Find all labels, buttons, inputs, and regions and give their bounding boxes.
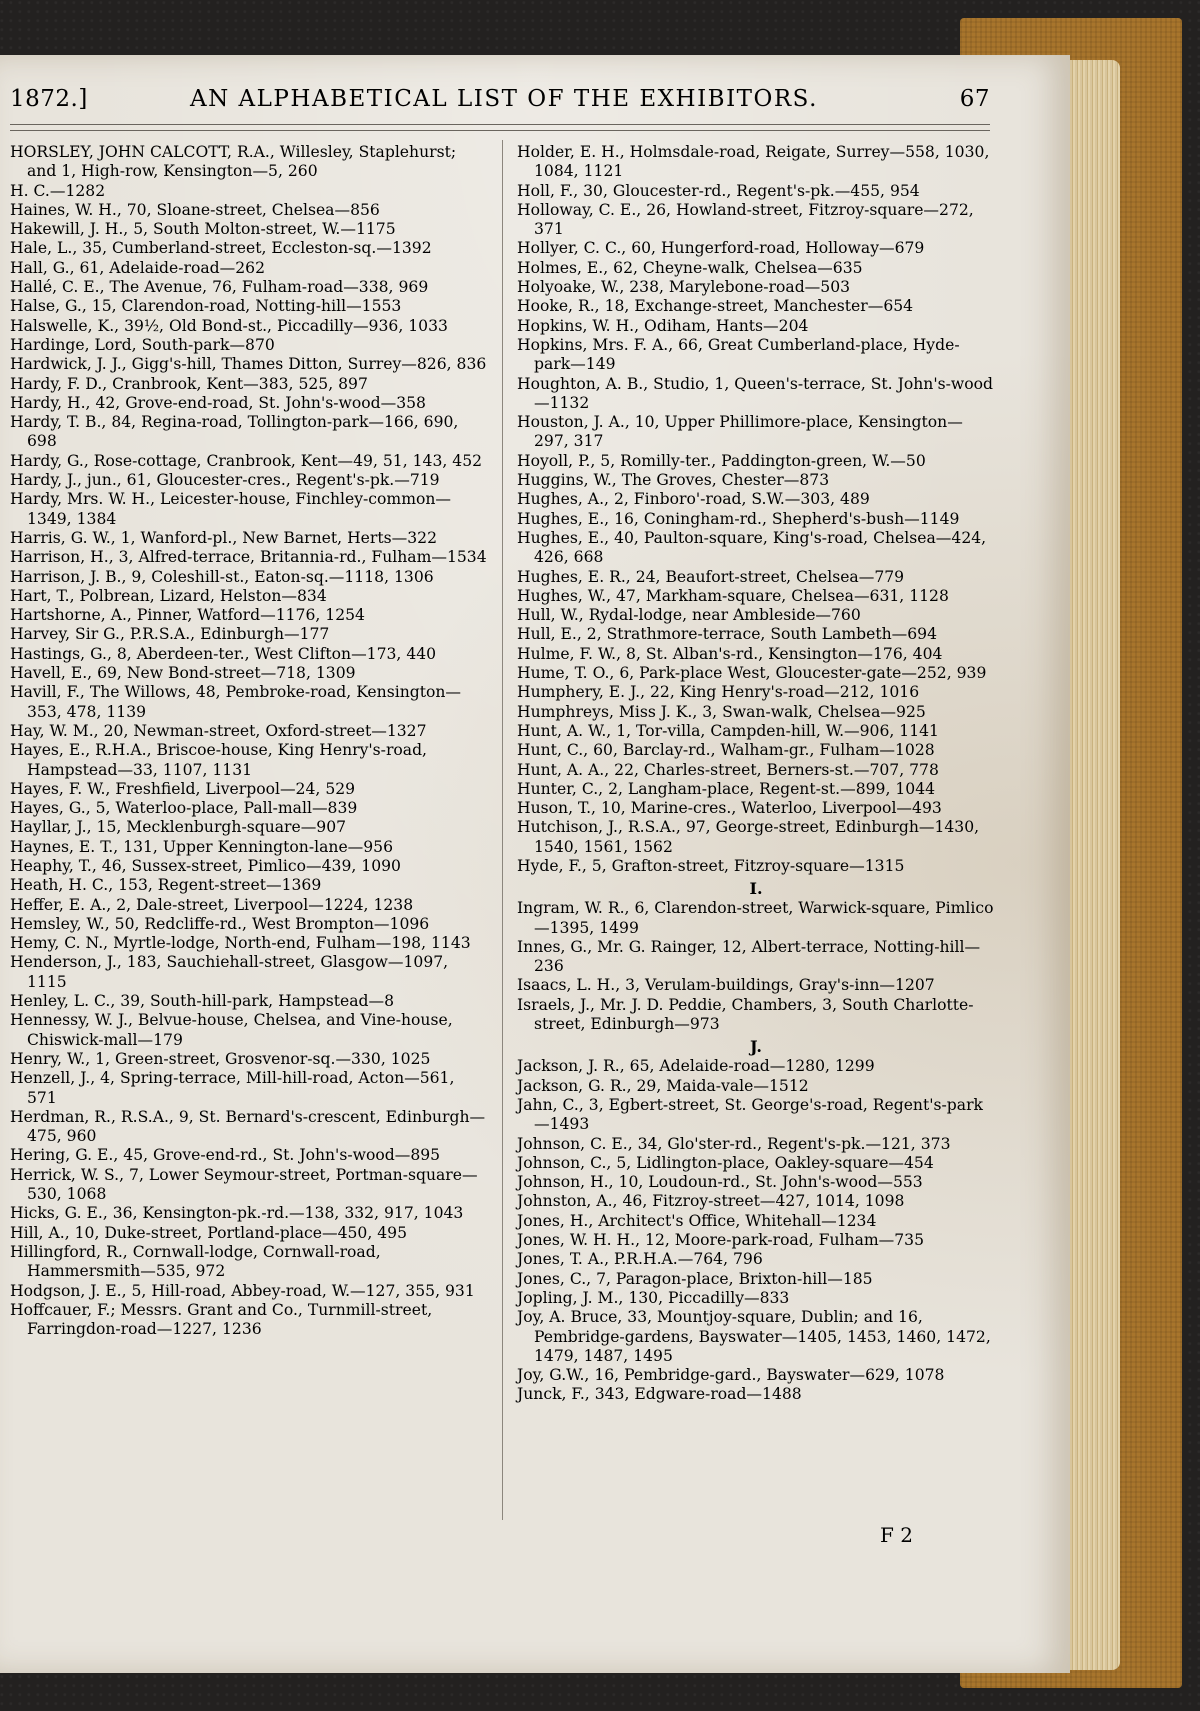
exhibitor-entry: Harrison, H., 3, Alfred-terrace, Britannia-rd., Fulham—1534 xyxy=(10,548,487,567)
exhibitor-entry: Henderson, J., 183, Sauchiehall-street, Glasgow—1097, 1115 xyxy=(10,953,449,991)
exhibitor-entry: Hayes, F. W., Freshfield, Liverpool—24, 529 xyxy=(10,779,356,798)
exhibitor-entry: Hardwick, J. J., Gigg's-hill, Thames Ditton, Surrey—826, 836 xyxy=(10,355,487,374)
exhibitor-entry: Hicks, G. E., 36, Kensington-pk.-rd.—138, 332, 917, 1043 xyxy=(10,1204,464,1223)
exhibitor-entry: Innes, G., Mr. G. Rainger, 12, Albert-terrace, Notting-hill—236 xyxy=(517,937,981,976)
exhibitor-entry: Hollyer, C. C., 60, Hungerford-road, Holloway—679 xyxy=(517,239,925,258)
page-number: 67 xyxy=(959,86,990,112)
exhibitor-entry: Heffer, E. A., 2, Dale-street, Liverpool—1224, 1238 xyxy=(10,895,414,914)
exhibitor-entry: Haines, W. H., 70, Sloane-street, Chelsea—856 xyxy=(10,200,380,219)
exhibitor-entry: Israels, J., Mr. J. D. Peddie, Chambers, 3, South Charlotte-street, Edinburgh—973 xyxy=(517,995,974,1034)
exhibitor-entry: Hardy, T. B., 84, Regina-road, Tollington-park—166, 690, 698 xyxy=(10,413,459,451)
exhibitor-entry: Hopkins, W. H., Odiham, Hants—204 xyxy=(517,316,809,335)
exhibitor-entry: Hyde, F., 5, Grafton-street, Fitzroy-square—1315 xyxy=(517,856,905,875)
exhibitor-entry: Hartshorne, A., Pinner, Watford—1176, 1254 xyxy=(10,606,365,625)
exhibitor-entry: HORSLEY, JOHN CALCOTT, R.A., Willesley, Staplehurst; and 1, High-row, Kensington—5, 260 xyxy=(10,143,457,181)
exhibitor-entry: Hardy, J., jun., 61, Gloucester-cres., Regent's-pk.—719 xyxy=(10,471,440,490)
exhibitor-entry: Hughes, E., 16, Coningham-rd., Shepherd's-bush—1149 xyxy=(517,509,960,528)
exhibitor-entry: Hardy, G., Rose-cottage, Cranbrook, Kent—49, 51, 143, 452 xyxy=(10,451,483,470)
exhibitor-entry: Johnson, C., 5, Lidlington-place, Oakley-square—454 xyxy=(517,1153,934,1172)
exhibitor-entry: Hunt, A. W., 1, Tor-villa, Campden-hill, W.—906, 1141 xyxy=(517,721,939,740)
exhibitor-entry: Harrison, J. B., 9, Coleshill-st., Eaton-sq.—1118, 1306 xyxy=(10,567,434,586)
exhibitor-entry: Hering, G. E., 45, Grove-end-rd., St. John's-wood—895 xyxy=(10,1146,441,1165)
exhibitor-entry: Hill, A., 10, Duke-street, Portland-place—450, 495 xyxy=(10,1223,408,1242)
exhibitor-entry: Hunt, A. A., 22, Charles-street, Berners-st.—707, 778 xyxy=(517,760,939,779)
exhibitor-entry: Jones, C., 7, Paragon-place, Brixton-hill—185 xyxy=(517,1269,873,1288)
exhibitor-entry: Haynes, E. T., 131, Upper Kennington-lane—956 xyxy=(10,837,394,856)
exhibitor-entry: Johnson, C. E., 34, Glo'ster-rd., Regent's-pk.—121, 373 xyxy=(517,1134,951,1153)
exhibitor-entry: Holl, F., 30, Gloucester-rd., Regent's-pk.—455, 954 xyxy=(517,181,920,200)
exhibitor-entry: Jones, T. A., P.R.H.A.—764, 796 xyxy=(517,1250,763,1269)
exhibitor-entry: Hayllar, J., 15, Mecklenburgh-square—907 xyxy=(10,818,347,837)
exhibitor-entry: Heath, H. C., 153, Regent-street—1369 xyxy=(10,876,322,895)
exhibitor-entry: Hughes, W., 47, Markham-square, Chelsea—631, 1128 xyxy=(517,586,949,605)
exhibitor-entry: Hughes, A., 2, Finboro'-road, S.W.—303, 489 xyxy=(517,490,870,509)
i-entries xyxy=(517,899,995,1034)
exhibitor-entry: Isaacs, L. H., 3, Verulam-buildings, Gray's-inn—1207 xyxy=(517,976,935,995)
exhibitor-entry: Hoffcauer, F.; Messrs. Grant and Co., Turnmill-street, Farringdon-road—1227, 1236 xyxy=(10,1300,433,1339)
section-heading-i: I. xyxy=(749,879,763,899)
exhibitor-entry: Jones, H., Architect's Office, Whitehall—1234 xyxy=(517,1211,877,1230)
exhibitor-entry: Jackson, J. R., 65, Adelaide-road—1280, 1299 xyxy=(517,1057,875,1076)
exhibitor-entry: Humphery, E. J., 22, King Henry's-road—212, 1016 xyxy=(517,683,920,702)
exhibitor-entry: Herrick, W. S., 7, Lower Seymour-street, Portman-square—530, 1068 xyxy=(10,1165,478,1204)
running-head-title: AN ALPHABETICAL LIST OF THE EXHIBITORS. xyxy=(190,86,818,112)
exhibitor-entry: Harris, G. W., 1, Wanford-pl., New Barnet, Herts—322 xyxy=(10,528,437,547)
exhibitor-entry: Huggins, W., The Groves, Chester—873 xyxy=(517,471,830,490)
exhibitor-entry: Hulme, F. W., 8, St. Alban's-rd., Kensington—176, 404 xyxy=(517,644,943,663)
exhibitor-entry: Joy, A. Bruce, 33, Mountjoy-square, Dublin; and 16, Pembridge-gardens, Bayswater—1405, 1453, 1460, 1472, 1479, 1487, 1495 xyxy=(517,1308,991,1365)
exhibitor-entry: Henry, W., 1, Green-street, Grosvenor-sq.—330, 1025 xyxy=(10,1049,431,1068)
exhibitor-entry: Henley, L. C., 39, South-hill-park, Hampstead—8 xyxy=(10,992,395,1011)
exhibitor-entry: Hardy, F. D., Cranbrook, Kent—383, 525, 897 xyxy=(10,374,368,393)
exhibitor-entry: Hutchison, J., R.S.A., 97, George-street, Edinburgh—1430, 1540, 1561, 1562 xyxy=(517,818,980,856)
exhibitor-entry: Hoyoll, P., 5, Romilly-ter., Paddington-green, W.—50 xyxy=(517,451,926,470)
exhibitor-entry: Hemsley, W., 50, Redcliffe-rd., West Brompton—1096 xyxy=(10,914,430,933)
exhibitor-entry: Hennessy, W. J., Belvue-house, Chelsea, and Vine-house, Chiswick-mall—179 xyxy=(10,1011,453,1049)
exhibitor-entry: Herdman, R., R.S.A., 9, St. Bernard's-crescent, Edinburgh—475, 960 xyxy=(10,1107,486,1146)
right-column xyxy=(517,143,995,1405)
exhibitor-entry: Johnson, H., 10, Loudoun-rd., St. John's-wood—553 xyxy=(517,1173,923,1192)
exhibitor-entry: Hughes, E., 40, Paulton-square, King's-road, Chelsea—424, 426, 668 xyxy=(517,528,987,567)
exhibitor-entry: Jopling, J. M., 130, Piccadilly—833 xyxy=(517,1288,790,1307)
exhibitor-entry: Hillingford, R., Cornwall-lodge, Cornwall-road, Hammersmith—535, 972 xyxy=(10,1242,381,1281)
exhibitor-entry: Hallé, C. E., The Avenue, 76, Fulham-road—338, 969 xyxy=(10,278,429,297)
exhibitor-entry: Hodgson, J. E., 5, Hill-road, Abbey-road, W.—127, 355, 931 xyxy=(10,1281,475,1300)
exhibitor-entry: Hughes, E. R., 24, Beaufort-street, Chelsea—779 xyxy=(517,567,905,586)
column-divider xyxy=(502,140,503,1520)
exhibitor-entry: H. C.—1282 xyxy=(10,181,106,200)
exhibitor-entry: Joy, G.W., 16, Pembridge-gard., Bayswater—629, 1078 xyxy=(517,1366,945,1385)
left-column xyxy=(10,143,488,1339)
exhibitor-entry: Jones, W. H. H., 12, Moore-park-road, Fulham—735 xyxy=(517,1231,925,1250)
exhibitor-entry: Hardy, H., 42, Grove-end-road, St. John's-wood—358 xyxy=(10,393,426,412)
exhibitor-entry: Humphreys, Miss J. K., 3, Swan-walk, Chelsea—925 xyxy=(517,702,926,721)
running-head-year: 1872.] xyxy=(10,86,88,112)
exhibitor-entry: Houghton, A. B., Studio, 1, Queen's-terrace, St. John's-wood—1132 xyxy=(517,374,993,412)
exhibitor-entry: Hayes, G., 5, Waterloo-place, Pall-mall—839 xyxy=(10,799,358,818)
exhibitor-entry: Harvey, Sir G., P.R.S.A., Edinburgh—177 xyxy=(10,625,330,644)
exhibitor-entry: Holmes, E., 62, Cheyne-walk, Chelsea—635 xyxy=(517,258,863,277)
exhibitor-entry: Heaphy, T., 46, Sussex-street, Pimlico—439, 1090 xyxy=(10,856,401,875)
header-rule xyxy=(10,124,990,131)
exhibitor-entry: Hardy, Mrs. W. H., Leicester-house, Finchley-common—1349, 1384 xyxy=(10,490,452,528)
exhibitor-entry: Jackson, G. R., 29, Maida-vale—1512 xyxy=(517,1076,809,1095)
exhibitor-entry: Holder, E. H., Holmsdale-road, Reigate, Surrey—558, 1030, 1084, 1121 xyxy=(517,143,990,181)
exhibitor-entry: Johnston, A., 46, Fitzroy-street—427, 1014, 1098 xyxy=(517,1192,905,1211)
running-head xyxy=(10,86,990,122)
exhibitor-entry: Hall, G., 61, Adelaide-road—262 xyxy=(10,258,266,277)
exhibitor-entry: Hopkins, Mrs. F. A., 66, Great Cumberland-place, Hyde-park—149 xyxy=(517,335,960,374)
exhibitor-entry: Holloway, C. E., 26, Howland-street, Fitzroy-square—272, 371 xyxy=(517,200,974,239)
section-heading-j: J. xyxy=(750,1037,762,1057)
exhibitor-entry: Jahn, C., 3, Egbert-street, St. George's-road, Regent's-park—1493 xyxy=(517,1095,983,1134)
exhibitor-entry: Hakewill, J. H., 5, South Molton-street, W.—1175 xyxy=(10,220,396,239)
j-entries xyxy=(517,1057,995,1404)
exhibitor-entry: Hull, E., 2, Strathmore-terrace, South Lambeth—694 xyxy=(517,625,938,644)
exhibitor-entry: Havill, F., The Willows, 48, Pembroke-road, Kensington—353, 478, 1139 xyxy=(10,683,462,721)
exhibitor-entry: Ingram, W. R., 6, Clarendon-street, Warwick-square, Pimlico—1395, 1499 xyxy=(517,899,994,937)
exhibitor-entry: Halse, G., 15, Clarendon-road, Notting-hill—1553 xyxy=(10,297,402,316)
exhibitor-entry: Hale, L., 35, Cumberland-street, Eccleston-sq.—1392 xyxy=(10,239,432,258)
exhibitor-entry: Huson, T., 10, Marine-cres., Waterloo, Liverpool—493 xyxy=(517,799,942,818)
exhibitor-entry: Hemy, C. N., Myrtle-lodge, North-end, Fulham—198, 1143 xyxy=(10,934,471,953)
exhibitor-entry: Hunt, C., 60, Barclay-rd., Walham-gr., Fulham—1028 xyxy=(517,741,935,760)
exhibitor-entry: Halswelle, K., 39½, Old Bond-st., Piccadilly—936, 1033 xyxy=(10,316,448,335)
h-entries xyxy=(517,143,995,876)
exhibitor-entry: Hooke, R., 18, Exchange-street, Manchester—654 xyxy=(517,297,914,316)
exhibitor-entry: Junck, F., 343, Edgware-road—1488 xyxy=(517,1385,802,1404)
exhibitor-entry: Hume, T. O., 6, Park-place West, Gloucester-gate—252, 939 xyxy=(517,664,987,683)
signature-mark: F 2 xyxy=(880,1523,913,1547)
exhibitor-entry: Havell, E., 69, New Bond-street—718, 1309 xyxy=(10,664,356,683)
exhibitor-entry: Houston, J. A., 10, Upper Phillimore-place, Kensington—297, 317 xyxy=(517,413,963,451)
exhibitor-entry: Hay, W. M., 20, Newman-street, Oxford-street—1327 xyxy=(10,721,427,740)
exhibitor-entry: Hardinge, Lord, South-park—870 xyxy=(10,335,275,354)
exhibitor-entry: Hull, W., Rydal-lodge, near Ambleside—760 xyxy=(517,606,861,625)
exhibitor-entry: Hastings, G., 8, Aberdeen-ter., West Clifton—173, 440 xyxy=(10,644,437,663)
exhibitor-entry: Henzell, J., 4, Spring-terrace, Mill-hill-road, Acton—561, 571 xyxy=(10,1069,455,1107)
exhibitor-entry: Hunter, C., 2, Langham-place, Regent-st.—899, 1044 xyxy=(517,779,936,798)
exhibitor-entry: Hayes, E., R.H.A., Briscoe-house, King Henry's-road, Hampstead—33, 1107, 1131 xyxy=(10,741,428,779)
exhibitor-entry: Holyoake, W., 238, Marylebone-road—503 xyxy=(517,278,851,297)
exhibitor-entry: Hart, T., Polbrean, Lizard, Helston—834 xyxy=(10,586,327,605)
